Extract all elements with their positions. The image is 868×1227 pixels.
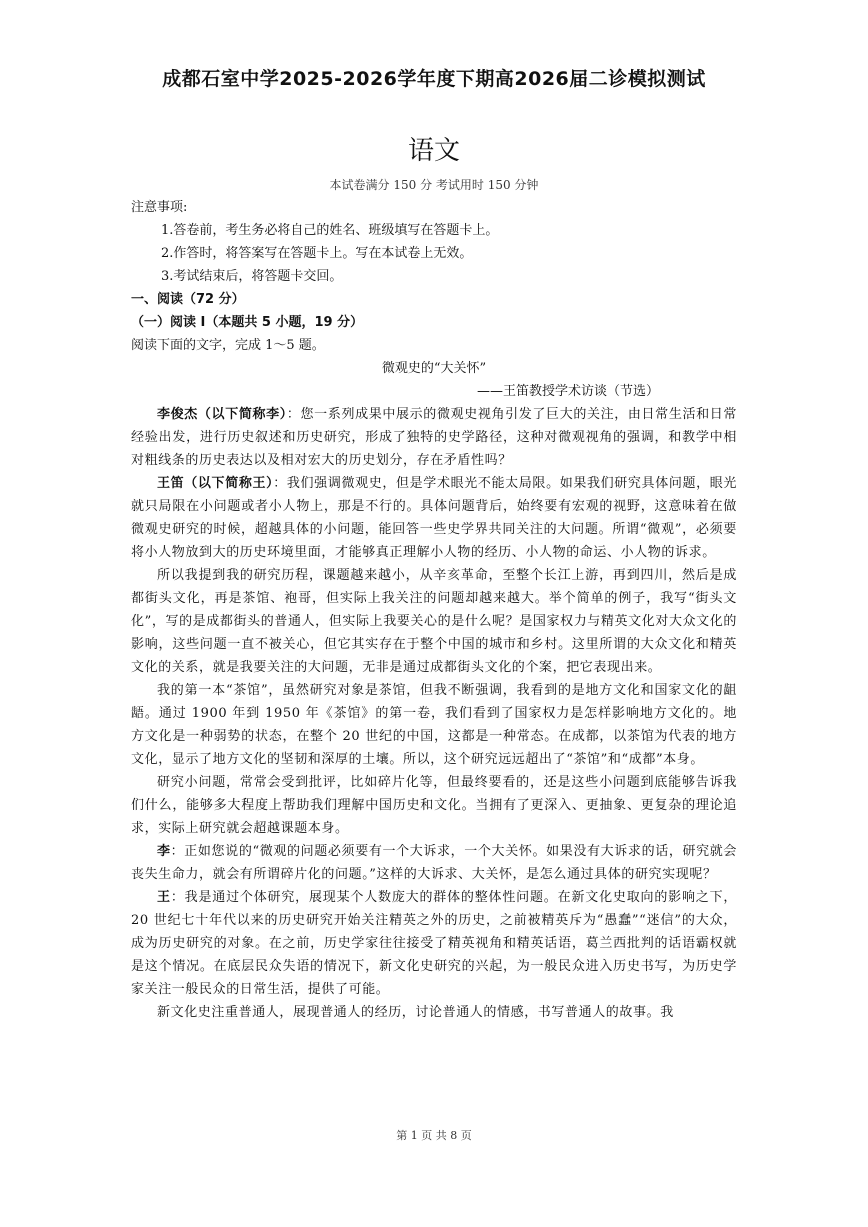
speaker-name: 王笛（以下简称王） xyxy=(157,476,274,491)
article-paragraph xyxy=(131,679,737,771)
paragraph-text: ：我是通过个体研究，展现某个人数庞大的群体的整体性问题。在新文化史取向的影响之下，20 世纪七十年代以来的历史研究开始关注精英之外的历史，之前被精英斥为“愚蠢”“迷信”的大众，成为历史研究的对象。在之前，历史学家往往接受了精英视角和精英话语，葛兰西批判的话语霸权就是这个情况。在底层民众失语的情况下，新文化史研究的兴起，为一般民众进入历史书写，为历史学家关注一般民众的日常生活，提供了可能。 xyxy=(131,890,737,997)
speaker-name: 李 xyxy=(157,844,171,859)
notice-item: 2.作答时，将答案写在答题卡上。写在本试卷上无效。 xyxy=(161,246,473,261)
article-paragraph xyxy=(131,564,737,679)
paragraph-text: ：正如您说的“微观的问题必须要有一个大诉求，一个大关怀。如果没有大诉求的话，研究就会丧失生命力，就会有所谓碎片化的问题。”这样的大诉求、大关怀，是怎么通过具体的研究实现呢？ xyxy=(131,844,737,882)
article-paragraph xyxy=(131,771,737,840)
section-title: 一、阅读（72 分） xyxy=(131,292,245,307)
speaker-name: 李俊杰（以下简称李） xyxy=(157,407,287,422)
subject-title: 语文 xyxy=(407,136,460,166)
paragraph-text: ：您一系列成果中展示的微观史视角引发了巨大的关注，由日常生活和日常经验出发，进行历史叙述和历史研究，形成了独特的史学路径，这种对微观视角的强调，和教学中相对粗线条的历史表达以及相对宏大的历史划分，存在矛盾性吗？ xyxy=(131,407,737,468)
article-paragraph xyxy=(131,886,737,1001)
article-title: 微观史的“大关怀” xyxy=(381,361,487,376)
page-footer: 第 1 页 共 8 页 xyxy=(396,1129,472,1142)
exam-title: 成都石室中学2025-2026学年度下期高2026届二诊模拟测试 xyxy=(162,68,706,90)
article-paragraph xyxy=(131,840,737,886)
paragraph-text: 所以我提到我的研究历程，课题越来越小，从辛亥革命，至整个长江上游，再到四川，然后是成都街头文化，再是茶馆、袍哥，但实际上我关注的问题却越来越大。举个简单的例子，我写“街头文化”，写的是成都街头的普通人，但实际上我要关心的是什么呢？是国家权力与精英文化对大众文化的影响，这些问题一直不被关心，但它其实存在于整个中国的城市和乡村。这里所谓的大众文化和精英文化的关系，就是我要关注的大问题，无非是通过成都街头文化的个案，把它表现出来。 xyxy=(131,568,737,675)
notice-heading: 注意事项: xyxy=(131,200,188,215)
paragraph-text: ：我们强调微观史，但是学术眼光不能太局限。如果我们研究具体问题，眼光就只局限在小问题或者小人物上，那是不行的。具体问题背后，始终要有宏观的视野，这意味着在做微观史研究的时候，超越具体的小问题，能回答一些史学界共同关注的大问题。所谓“微观”，必须要将小人物放到大的历史环境里面，才能够真正理解小人物的经历、小人物的命运、小人物的诉求。 xyxy=(131,476,737,560)
article-paragraph xyxy=(131,472,737,564)
section-instruction: 阅读下面的文字，完成 1～5 题。 xyxy=(131,338,325,353)
article-paragraph xyxy=(131,403,737,472)
paragraph-text: 研究小问题，常常会受到批评，比如碎片化等，但最终要看的，还是这些小问题到底能够告诉我们什么，能够多大程度上帮助我们理解中国历史和文化。当拥有了更深入、更抽象、更复杂的理论追求，实际上研究就会超越课题本身。 xyxy=(131,775,737,836)
exam-meta: 本试卷满分 150 分 考试用时 150 分钟 xyxy=(329,178,539,192)
page-body xyxy=(131,196,737,1024)
notice-item: 1.答卷前，考生务必将自己的姓名、班级填写在答题卡上。 xyxy=(161,223,499,238)
speaker-name: 王 xyxy=(157,890,171,905)
article-paragraph xyxy=(131,1001,737,1024)
notice-item: 3.考试结束后，将答题卡交回。 xyxy=(161,269,343,284)
paragraph-text: 新文化史注重普通人，展现普通人的经历，讨论普通人的情感，书写普通人的故事。我 xyxy=(157,1005,674,1020)
section-subtitle: （一）阅读 I（本题共 5 小题，19 分） xyxy=(131,315,364,330)
paragraph-text: 我的第一本“茶馆”，虽然研究对象是茶馆，但我不断强调，我看到的是地方文化和国家文化的龃龉。通过 1900 年到 1950 年《茶馆》的第一卷，我们看到了国家权力是怎样影响地方文化的。地方文化是一种弱势的状态，在整个 20 世纪的中国，这都是一种常态。在成都，以茶馆为代表的地方文化，显示了地方文化的坚韧和深厚的土壤。所以，这个研究远远超出了“茶馆”和“成都”本身。 xyxy=(131,683,737,767)
article-subtitle: ——王笛教授学术访谈（节选） xyxy=(476,384,659,399)
